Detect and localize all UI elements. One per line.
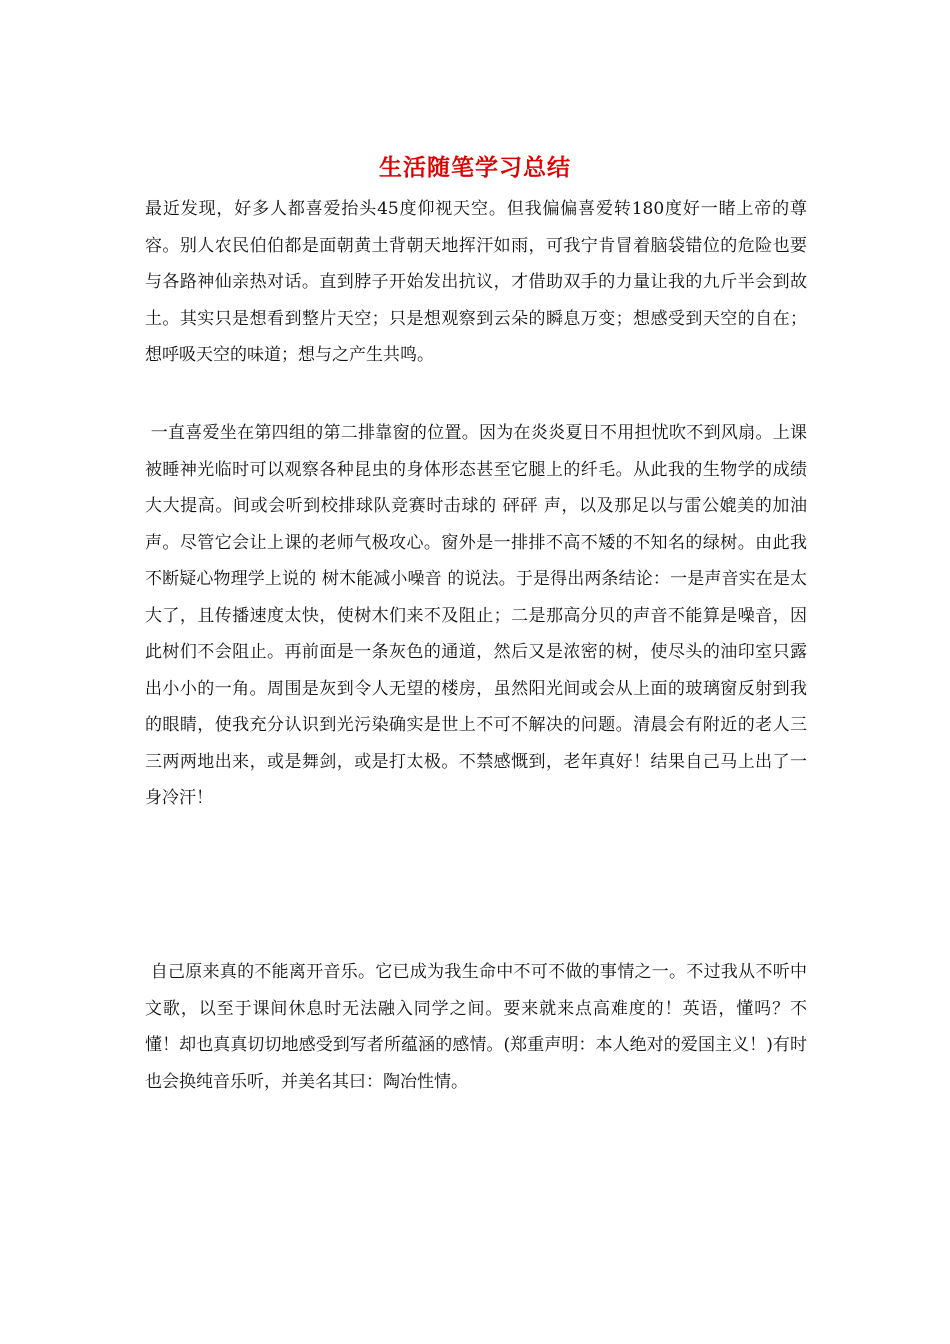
document-title: 生活随笔学习总结 — [379, 154, 571, 181]
paragraph-2: 一直喜爱坐在第四组的第二排靠窗的位置。因为在炎炎夏日不用担忧吹不到风扇。上课被睡神光临时可以观察各种昆虫的身体形态甚至它腿上的纤毛。从此我的生物学的成绩大大提高。间或会听到校排球队竞赛时击球的 砰砰 声，以及那足以与雷公媲美的加油声。尽管它会让上课的老师气极攻心。窗外是一排排不高不矮的不知名的绿树。由此我不断疑心物理学上说的 树木能减小噪音 的说法。于是得出两条结论：一是声音实在是太大了，且传播速度太快，使树木们来不及阻止；二是那高分贝的声音不能算是噪音，因此树们不会阻止。再前面是一条灰色的通道，然后又是浓密的树，使尽头的油印室只露出小小的一角。周围是灰到令人无望的楼房，虽然阳光间或会从上面的玻璃窗反射到我的眼睛，使我充分认识到光污染确实是世上不可不解决的问题。清晨会有附近的老人三三两两地出来，或是舞剑，或是打太极。不禁感慨到，老年真好！结果自己马上出了一身冷汗！ — [145, 423, 808, 808]
paragraph-3: 自己原来真的不能离开音乐。它已成为我生命中不可不做的事情之一。不过我从不听中文歌，以至于课间休息时无法融入同学之间。要来就来点高难度的！英语，懂吗？不懂！却也真真切切地感受到写者所蕴涵的感情。(郑重声明：本人绝对的爱国主义！)有时也会换纯音乐听，并美名其曰：陶冶性情。 — [145, 962, 808, 1092]
paragraph-1: 最近发现，好多人都喜爱抬头45度仰视天空。但我偏偏喜爱转180度好一睹上帝的尊容。别人农民伯伯都是面朝黄土背朝天地挥汗如雨，可我宁肯冒着脑袋错位的危险也要与各路神仙亲热对话。直到脖子开始发出抗议，才借助双手的力量让我的九斤半会到故土。其实只是想看到整片天空；只是想观察到云朵的瞬息万变；想感受到天空的自在；想呼吸天空的味道；想与之产生共鸣。 — [145, 199, 807, 365]
